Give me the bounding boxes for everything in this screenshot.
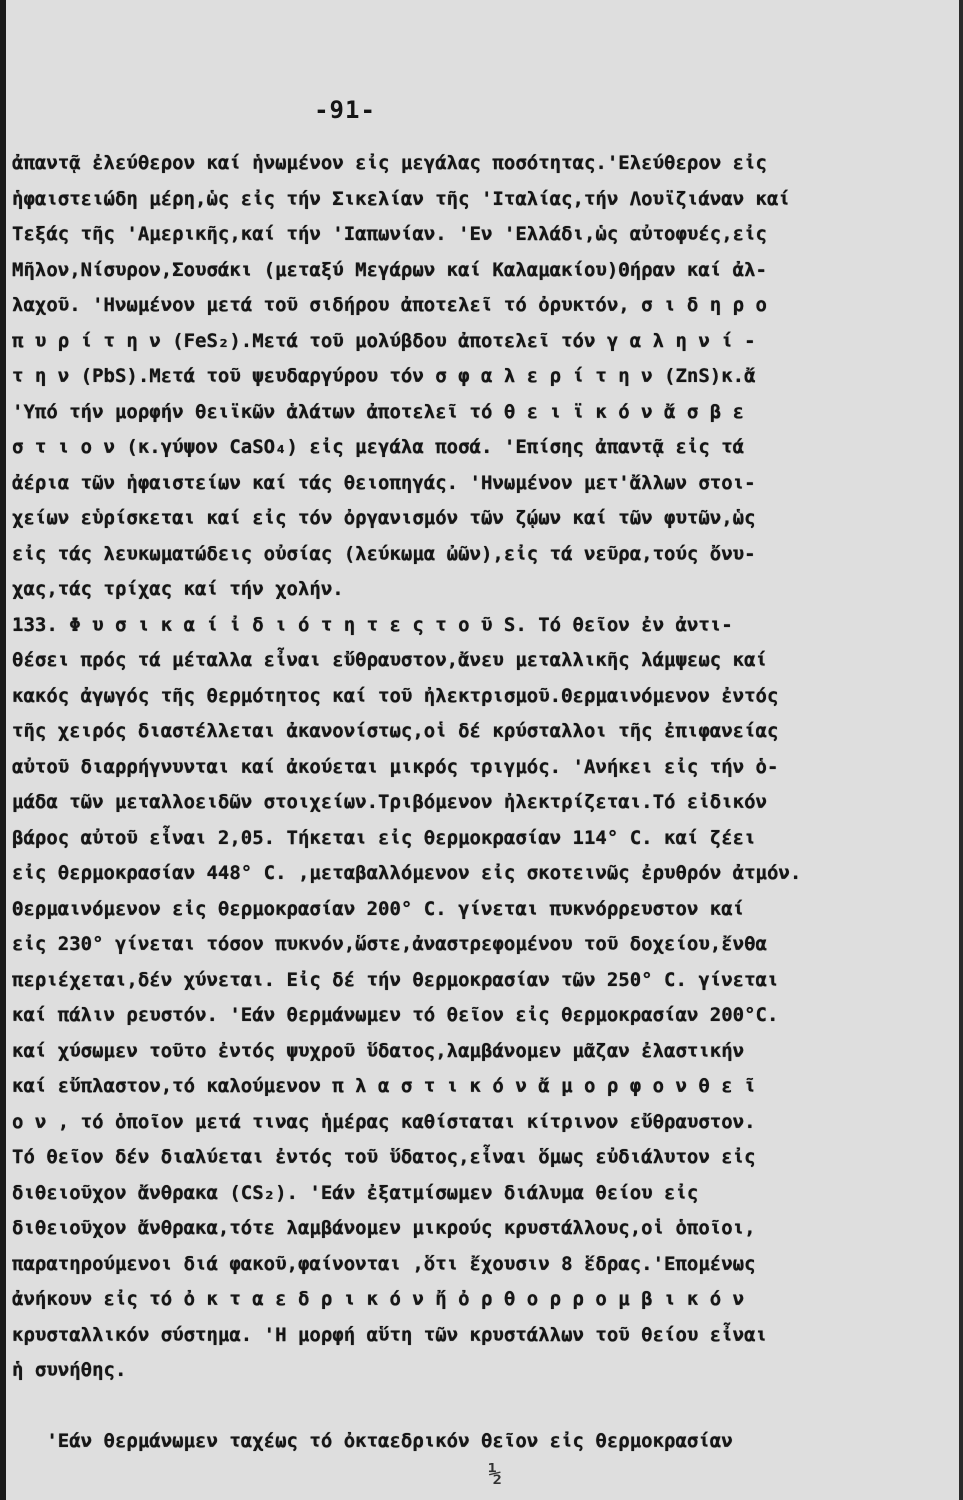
text-line: Μῆλον,Νίσυρον,Σουσάκι (μεταξύ Μεγάρων καί Καλαμακίου)Θήραν καί ἀλ- [12, 258, 767, 281]
text-line: διθειοῦχον ἄνθρακα,τότε λαμβάνομεν μικρούς κρυστάλλους,οἱ ὁποῖοι, [12, 1217, 756, 1239]
text-line: ο ν , τό ὁποῖον μετά τινας ἡμέρας καθίσταται κίτρινον εὔθραυστον. [12, 1110, 756, 1133]
text-line: καί χύσωμεν τοῦτο ἐντός ψυχροῦ ὕδατος,λαμβάνομεν μᾶζαν ἐλαστικήν [12, 1039, 745, 1062]
text-line: κρυσταλλικόν σύστημα. 'Η μορφή αὕτη τῶν κρυστάλλων τοῦ θείου εἶναι [12, 1323, 767, 1346]
text-line: αὐτοῦ διαρρήγνυνται καί ἀκούεται μικρός τριγμός. 'Ανήκει εἰς τήν ὁ- [12, 755, 779, 778]
text-line: ἀνήκουν εἰς τό ὀ κ τ α ε δ ρ ι κ ό ν ἤ ὀ ρ θ ο ρ ρ ο μ β ι κ ό ν [12, 1288, 745, 1310]
text-line: καί εὔπλαστον,τό καλούμενον π λ α σ τ ι κ ό ν ἄ μ ο ρ φ ο ν θ ε ῖ [12, 1075, 756, 1097]
section-heading-line: 133. Φ υ σ ι κ α ί ἰ δ ι ό τ η τ ε ς τ ο ῦ S. Τό θεῖον ἐν ἀντι- [12, 613, 733, 636]
text-line: σ τ ι ο ν (κ.γύψον CaSO₄) εἰς μεγάλα ποσά. 'Επίσης ἀπαντᾷ εἰς τά [12, 436, 745, 458]
text-line: διθειοῦχον ἄνθρακα (CS₂). 'Εάν ἐξατμίσωμεν διάλυμα θείου εἰς [12, 1181, 699, 1204]
binding-edge [0, 0, 6, 1500]
text-line: βάρος αὐτοῦ εἶναι 2,05. Τήκεται εἰς θερμοκρασίαν 114° C. καί ζέει [12, 826, 756, 849]
text-line: π υ ρ ί τ η ν (FeS₂).Μετά τοῦ μολύβδου ἀποτελεῖ τόν γ α λ η ν ί - [12, 329, 756, 352]
text-line: τ η ν (PbS).Μετά τοῦ ψευδαργύρου τόν σ φ α λ ε ρ ί τ η ν (ZnS)κ.ἄ [12, 365, 756, 387]
text-line: ἡφαιστειώδη μέρη,ὡς εἰς τήν Σικελίαν τῆς 'Ιταλίας,τήν Λουϊζιάναν καί [12, 187, 790, 210]
text-line: ἀπαντᾷ ἐλεύθερον καί ἡνωμένον εἰς μεγάλας ποσότητας.'Ελεύθερον εἰς [12, 152, 767, 174]
body-text [12, 146, 957, 1460]
page-number: -91- [314, 96, 376, 124]
text-line: Τεξάς τῆς 'Αμερικῆς,καί τήν 'Ιαπωνίαν. 'Εν 'Ελλάδι,ὡς αὐτοφυές,εἰς [12, 223, 767, 245]
text-line: χείων εὑρίσκεται καί εἰς τόν ὀργανισμόν τῶν ζῴων καί τῶν φυτῶν,ὡς [12, 507, 756, 529]
text-line: Τό θεῖον δέν διαλύεται ἐντός τοῦ ὕδατος,εἶναι ὅμως εὐδιάλυτον εἰς [12, 1146, 756, 1168]
page-edge [959, 0, 963, 1500]
text-line: ἡ συνήθης. [12, 1359, 127, 1381]
text-line: ἀέρια τῶν ἡφαιστείων καί τάς θειοπηγάς. 'Ηνωμένον μετ'ἄλλων στοι- [12, 471, 756, 494]
text-line: χας,τάς τρίχας καί τήν χολήν. [12, 578, 344, 600]
text-line: λαχοῦ. 'Ηνωμένον μετά τοῦ σιδήρου ἀποτελεῖ τό ὀρυκτόν, σ ι δ η ρ ο [12, 294, 767, 316]
text-line: κακός ἀγωγός τῆς θερμότητος καί τοῦ ἠλεκτρισμοῦ.Θερμαινόμενον ἐντός [12, 684, 779, 707]
text-line: 'Εάν θερμάνωμεν ταχέως τό ὀκταεδρικόν θεῖον εἰς θερμοκρασίαν [12, 1430, 733, 1452]
footer-mark: ½ [488, 1462, 502, 1487]
text-line: μάδα τῶν μεταλλοειδῶν στοιχείων.Τριβόμενον ἠλεκτρίζεται.Τό εἰδικόν [12, 791, 767, 813]
text-line: παρατηρούμενοι διά φακοῦ,φαίνονται ,ὅτι ἔχουσιν 8 ἕδρας.'Επομένως [12, 1252, 756, 1275]
text-line: εἰς 230° γίνεται τόσον πυκνόν,ὥστε,ἀναστρεφομένου τοῦ δοχείου,ἔνθα [12, 933, 767, 955]
text-line: θέσει πρός τά μέταλλα εἶναι εὔθραυστον,ἄνευ μεταλλικῆς λάμψεως καί [12, 649, 767, 671]
text-line: περιέχεται,δέν χύνεται. Εἰς δέ τήν θερμοκρασίαν τῶν 250° C. γίνεται [12, 968, 779, 991]
text-line: εἰς θερμοκρασίαν 448° C. ,μεταβαλλόμενον εἰς σκοτεινῶς ἐρυθρόν ἀτμόν. [12, 862, 802, 884]
text-line: Θερμαινόμενον εἰς θερμοκρασίαν 200° C. γίνεται πυκνόρρευστον καί [12, 897, 745, 920]
text-line: τῆς χειρός διαστέλλεται ἀκανονίστως,οἱ δέ κρύσταλλοι τῆς ἐπιφανείας [12, 720, 779, 742]
text-line [12, 1389, 957, 1425]
text-line: εἰς τάς λευκωματώδεις οὐσίας (λεύκωμα ὠῶν),εἰς τά νεῦρα,τούς ὄνυ- [12, 542, 756, 565]
text-line: καί πάλιν ρευστόν. 'Εάν θερμάνωμεν τό θεῖον εἰς θερμοκρασίαν 200°C. [12, 1004, 779, 1026]
text-line: 'Υπό τήν μορφήν θειϊκῶν ἁλάτων ἀποτελεῖ τό θ ε ι ϊ κ ό ν ἄ σ β ε [12, 400, 745, 423]
